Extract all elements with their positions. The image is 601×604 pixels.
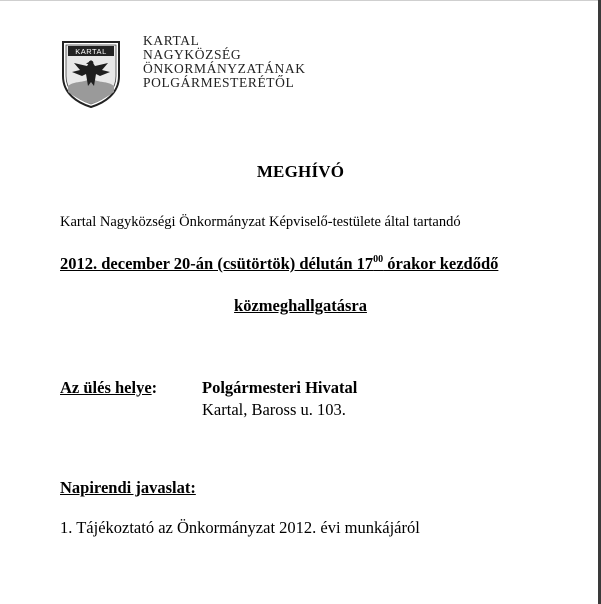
meeting-subject: közmeghallgatásra [234,296,367,315]
venue-label-colon: : [151,378,158,397]
issuing-office [143,34,306,90]
meeting-time-minutes: 00 [373,254,384,265]
venue-name: Polgármesteri Hivatal [202,378,358,397]
office-line: KARTAL [143,33,200,48]
coat-of-arms-icon [60,36,122,108]
agenda-item: 1. Tájékoztató az Önkormányzat 2012. évi munkájáról [60,518,420,537]
venue-address: Kartal, Baross u. 103. [202,400,346,419]
agenda-label: Napirendi javaslat: [60,478,196,497]
meeting-date-tail: órakor kezdődő [383,254,499,273]
crest-label: KARTAL [75,47,107,57]
document-title: MEGHÍVÓ [256,162,345,181]
office-line: NAGYKÖZSÉG [143,47,242,62]
meeting-date-line [60,254,498,274]
venue-label-text: Az ülés helye [60,378,152,397]
office-line: ÖNKORMÁNYZATÁNAK [143,61,306,76]
office-line: POLGÁRMESTERÉTŐL [143,75,295,90]
meeting-date: 2012. december 20-án (csütörtök) délután 17 [60,254,374,273]
intro-text: Kartal Nagyközségi Önkormányzat Képviselő-testülete által tartandó [60,214,461,230]
venue-label [60,378,157,398]
